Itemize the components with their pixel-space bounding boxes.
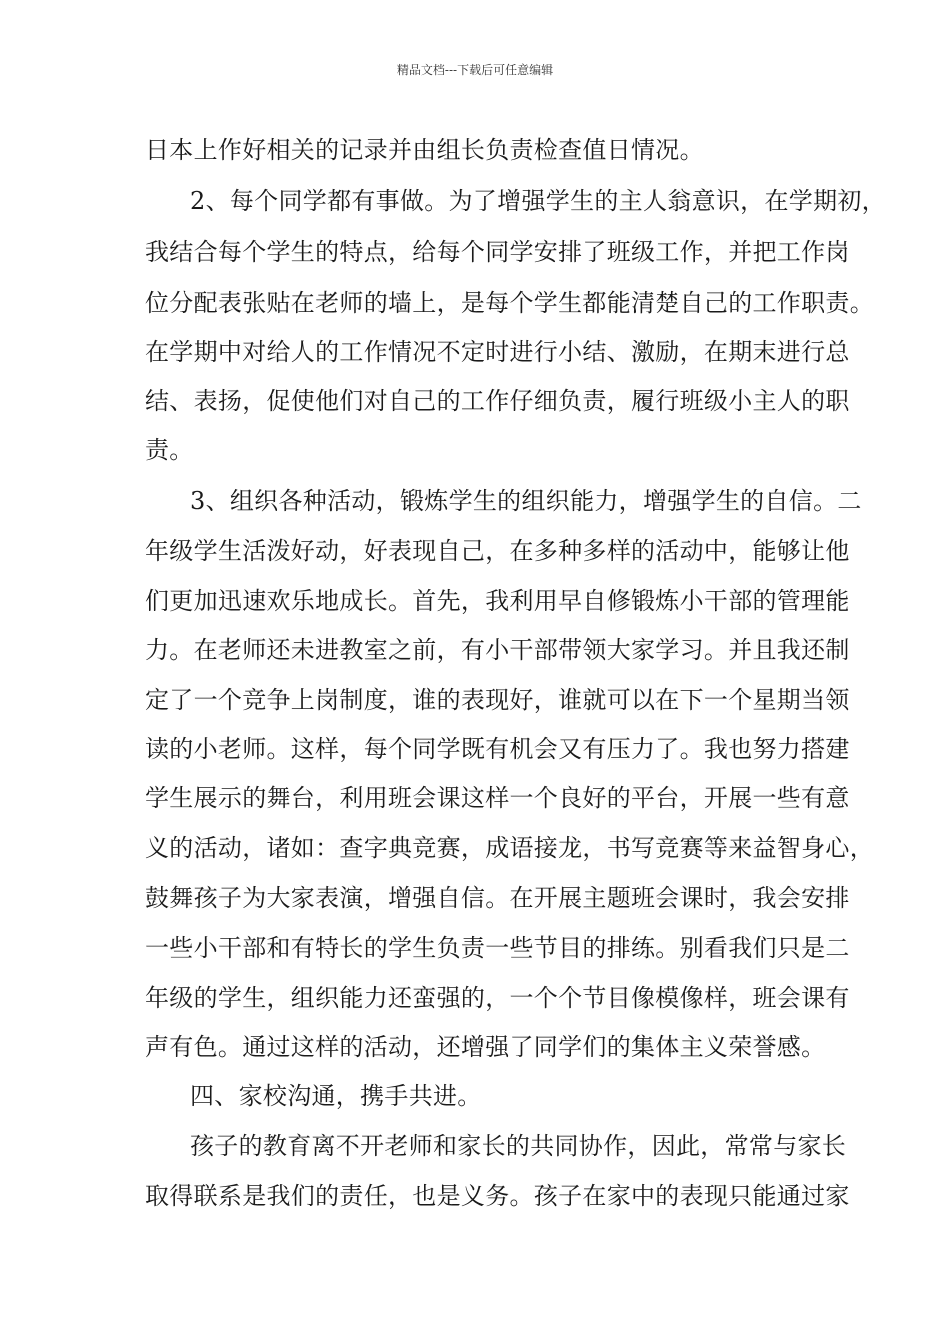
- text-line: 孩子的教育离不开老师和家长的共同协作，因此，常常与家长: [190, 1132, 847, 1160]
- text-line: 年级学生活泼好动，好表现自己，在多种多样的活动中，能够让他: [145, 537, 850, 565]
- text-line: 结、表扬，促使他们对自己的工作仔细负责，履行班级小主人的职: [145, 387, 850, 415]
- text-line: 定了一个竞争上岗制度，谁的表现好，谁就可以在下一个星期当领: [145, 686, 850, 714]
- text-line: 一些小干部和有特长的学生负责一些节目的排练。别看我们只是二: [145, 934, 850, 962]
- page-header: 精品文档---下载后可任意编辑: [396, 63, 554, 77]
- text-line: 鼓舞孩子为大家表演，增强自信。在开展主题班会课时，我会安排: [145, 884, 850, 912]
- text-line: 读的小老师。这样，每个同学既有机会又有压力了。我也努力搭建: [145, 735, 850, 763]
- text-line: 声有色。通过这样的活动，还增强了同学们的集体主义荣誉感。: [145, 1033, 826, 1061]
- text-line: 在学期中对给人的工作情况不定时进行小结、激励，在期末进行总: [145, 338, 850, 366]
- text-line: 义的活动，诸如：查字典竞赛，成语接龙，书写竞赛等来益智身心，: [145, 834, 874, 862]
- text-line: 学生展示的舞台，利用班会课这样一个良好的平台，开展一些有意: [145, 784, 850, 812]
- text-line: 们更加迅速欢乐地成长。首先，我利用早自修锻炼小干部的管理能: [145, 587, 850, 615]
- text-line: 3、组织各种活动，锻炼学生的组织能力，增强学生的自信。二: [190, 487, 862, 515]
- text-line: 取得联系是我们的责任，也是义务。孩子在家中的表现只能通过家: [145, 1182, 850, 1210]
- text-line: 力。在老师还未进教室之前，有小干部带领大家学习。并且我还制: [145, 636, 850, 664]
- section-heading: 四、家校沟通，携手共进。: [190, 1082, 482, 1110]
- text-line: 2、每个同学都有事做。为了增强学生的主人翁意识，在学期初，: [190, 187, 886, 215]
- text-line: 我结合每个学生的特点，给每个同学安排了班级工作，并把工作岗: [145, 238, 850, 266]
- text-line: 位分配表张贴在老师的墙上，是每个学生都能清楚自己的工作职责。: [145, 289, 874, 317]
- text-line: 责。: [145, 436, 194, 464]
- text-line: 年级的学生，组织能力还蛮强的，一个个节目像模像样，班会课有: [145, 984, 850, 1012]
- text-line: 日本上作好相关的记录并由组长负责检查值日情况。: [145, 136, 704, 164]
